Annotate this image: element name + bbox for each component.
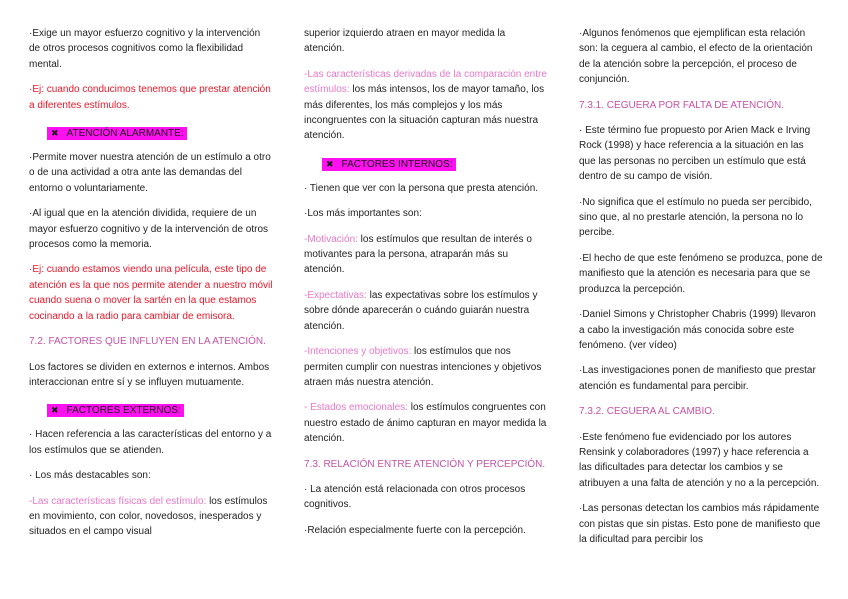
cross-mark-icon: ✖: [326, 158, 334, 169]
example-paragraph: ·Ej: cuando estamos viendo una película, este tipo de atención es la que nos permite atender a nuestro móvil cuando suena o mover la sartén en la que estamos cocinando a la radio para cambiar de emisora.: [29, 264, 273, 322]
cross-mark-icon: ✖: [51, 405, 59, 416]
paragraph: [29, 494, 273, 540]
highlight-heading-factores-externos: [47, 404, 184, 417]
paragraph: · Hacen referencia a las características del entorno y a los estímulos que se atienden.: [29, 429, 272, 456]
term-text: las expectativas sobre los estímulos y sobre dónde aparecerán o cuándo guiarán nuestra atención.: [304, 289, 538, 332]
highlight-heading-label: FACTORES INTERNOS:: [341, 158, 453, 170]
paragraph: · Este término fue propuesto por Arien Mack e Irving Rock (1998) y hace referencia a la situación en las que las personas no perciben un estímulo que está dentro de su campo de visión.: [579, 125, 811, 183]
paragraph: [304, 232, 548, 278]
term-label: -Las características físicas del estímulo:: [29, 495, 207, 507]
paragraph: superior izquierdo atraen en mayor medida la atención.: [304, 28, 506, 55]
term-label: -Las características derivadas de la comparación entre estímulos:: [304, 68, 547, 96]
section-heading: 7.3.1. CEGUERA POR FALTA DE ATENCIÓN.: [579, 99, 785, 111]
paragraph: [304, 344, 548, 390]
paragraph: ·Las personas detectan los cambios más rápidamente con pistas que sin pistas. Esto pone de manifiesto que la dificultad para percibir los: [579, 503, 821, 545]
paragraph: · Tienen que ver con la persona que presta atención.: [304, 182, 539, 194]
paragraph: [304, 67, 548, 144]
paragraph: ·No significa que el estímulo no pueda ser percibido, sino que, al no prestarle atención, la persona no lo percibe.: [579, 196, 812, 239]
paragraph: · La atención está relacionada con otros procesos cognitivos.: [304, 483, 526, 511]
paragraph: ·Los más importantes son:: [304, 208, 422, 220]
paragraph: ·Al igual que en la atención dividida, requiere de un mayor esfuerzo cognitivo y de la intervención de otros procesos como la memoria.: [29, 208, 269, 251]
paragraph: ·El hecho de que este fenómeno se produzca, pone de manifiesto que la atención es necesaria para que se produzca la percepción.: [579, 252, 823, 295]
column-1: [29, 26, 273, 550]
term-label: -Intenciones y objetivos:: [304, 346, 412, 358]
highlight-heading-factores-internos: [322, 158, 456, 171]
term-label: -Motivación:: [304, 233, 358, 245]
term-text: los más intensos, los de mayor tamaño, los más diferentes, los más complejos y los más incongruentes con la situación capturan más nuestra atención.: [304, 84, 545, 142]
term-text: los estímulos que resultan de interés o motivantes para la persona, atraparán más su atención.: [304, 233, 532, 276]
paragraph: ·Este fenómeno fue evidenciado por los autores Rensink y colaboradores (1997) y hace referencia a las dificultades para detectar los cambios y se atribuyen a una falta de atención y no a la percepción.: [579, 431, 820, 489]
section-heading: 7.3. RELACIÓN ENTRE ATENCIÓN Y PERCEPCIÓN.: [304, 458, 546, 470]
paragraph: ·Daniel Simons y Christopher Chabris (1999) llevaron a cabo la investigación más conocida sobre este fenómeno. (ver vídeo): [579, 309, 816, 351]
term-label: - Estados emocionales:: [304, 402, 408, 414]
section-heading: 7.2. FACTORES QUE INFLUYEN EN LA ATENCIÓN.: [29, 336, 266, 348]
column-2: [304, 26, 548, 548]
highlight-heading-label: FACTORES EXTERNOS:: [66, 405, 181, 417]
term-text: los estímulos que nos permiten cumplir con nuestras intenciones y objetivos atraen más nuestra atención.: [304, 346, 542, 388]
paragraph: ·Relación especialmente fuerte con la percepción.: [304, 524, 526, 536]
term-text: los estímulos congruentes con nuestro estado de ánimo capturan en mayor medida la atención.: [304, 402, 547, 445]
paragraph: [304, 288, 548, 334]
paragraph: Los factores se dividen en externos e internos. Ambos interaccionan entre sí y se influyen mutuamente.: [29, 361, 270, 388]
highlight-heading-label: ATENCIÓN ALARMANTE:: [66, 128, 184, 140]
term-text: los estímulos en movimiento, con color, novedosos, inesperados y situados en el campo visual: [29, 495, 268, 538]
cross-mark-icon: ✖: [51, 128, 59, 139]
column-3: [579, 26, 823, 557]
paragraph: ·Exige un mayor esfuerzo cognitivo y la intervención de otros procesos cognitivos como la flexibilidad mental.: [29, 28, 261, 70]
paragraph: ·Las investigaciones ponen de manifiesto que prestar atención es fundamental para percibir.: [579, 365, 816, 392]
paragraph: · Los más destacables son:: [29, 470, 151, 482]
highlight-heading-atencion-alarmante: [47, 127, 187, 140]
paragraph: [304, 400, 548, 446]
paragraph: ·Algunos fenómenos que ejemplifican esta relación son: la ceguera al cambio, el efecto de la orientación de la atención sobre la percepción, el proceso de conjunción.: [579, 28, 813, 86]
example-paragraph: ·Ej: cuando conducimos tenemos que prestar atención a diferentes estímulos.: [29, 84, 271, 111]
term-label: -Expectativas:: [304, 289, 367, 301]
paragraph: ·Permite mover nuestra atención de un estímulo a otro o de una actividad a otra ante las demandas del entorno o voluntariamente.: [29, 152, 271, 194]
section-heading: 7.3.2. CEGUERA AL CAMBIO.: [579, 406, 715, 418]
